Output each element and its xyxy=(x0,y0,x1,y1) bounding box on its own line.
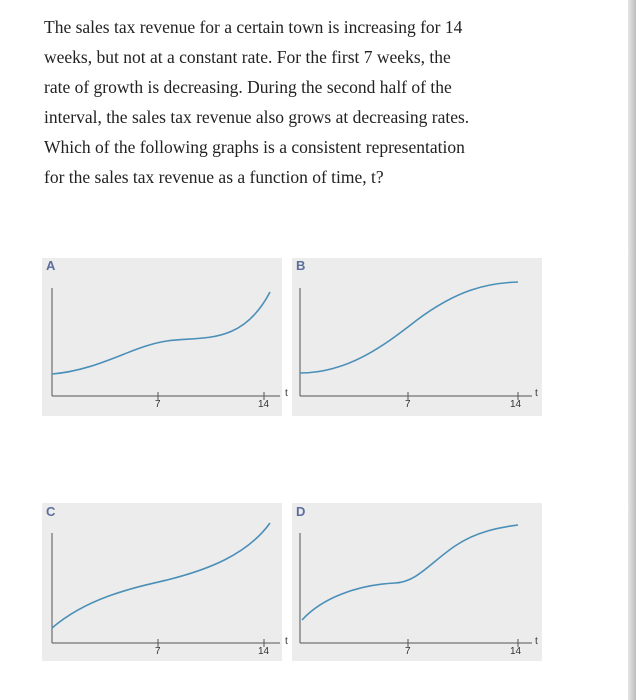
graph-c-curve xyxy=(52,523,270,628)
graph-d-t-label: t xyxy=(535,636,538,647)
page-right-edge xyxy=(628,0,636,700)
graph-b-plot xyxy=(292,258,552,418)
graph-c-plot xyxy=(42,503,302,663)
graph-c-tick-7-label: 7 xyxy=(155,646,161,657)
graph-d-tick-14-label: 14 xyxy=(510,646,522,657)
graph-a-tick-7-label: 7 xyxy=(155,399,161,410)
graph-b-letter: B xyxy=(296,258,306,273)
graph-d-plot xyxy=(292,503,552,663)
question-text: The sales tax revenue for a certain town is increasing for 14 weeks, but not at a constant rate. For the first 7 weeks, the rate of growth is decreasing. During the second half of the interval, the sales tax revenue also grows at decreasing rates. Which of the following graphs is a consistent representation for the sales tax revenue as a function of time, t? xyxy=(44,17,470,187)
graph-a-t-label: t xyxy=(285,388,288,399)
graph-c-letter: C xyxy=(46,504,56,519)
graph-d-curve xyxy=(302,525,518,620)
graph-b-tick-7-label: 7 xyxy=(405,399,411,410)
graph-a-tick-14-label: 14 xyxy=(258,399,270,410)
graph-b-curve xyxy=(300,282,518,373)
graph-a-plot xyxy=(42,258,302,418)
graph-c-t-label: t xyxy=(285,636,288,647)
graph-a-letter: A xyxy=(46,258,56,273)
graph-a-curve xyxy=(52,292,270,374)
graph-b-tick-14-label: 14 xyxy=(510,399,522,410)
graph-d-tick-7-label: 7 xyxy=(405,646,411,657)
graph-b-t-label: t xyxy=(535,388,538,399)
graph-d-letter: D xyxy=(296,504,306,519)
graph-c-tick-14-label: 14 xyxy=(258,646,270,657)
